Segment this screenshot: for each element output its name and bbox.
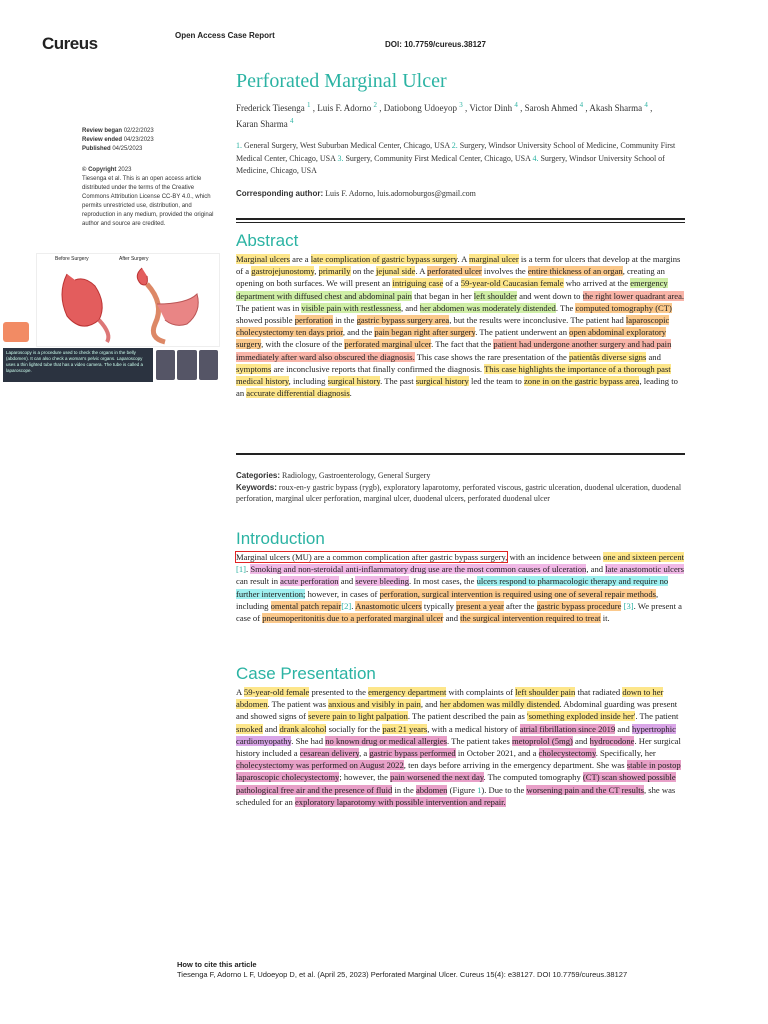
article-title: Perforated Marginal Ulcer [236,70,447,92]
open-access-label: Open Access Case Report [175,31,275,40]
abstract-text: Marginal ulcers are a late complication of gastric bypass surgery. A marginal ulcer is a term for ulcers that develop at the margins of a gastrojejunostomy, primarily on the jejunal side. A perforated ulcer involves the entire thickness of an organ, creating an opening on both surfaces. We will present an intriguing case of a 59-year-old Caucasian female who arrived at the emergency department with diffused chest and abdominal pain that began in her left shoulder and went down to the right lower quadrant area. The patient was in visible pain with restlessness, and her abdomen was moderately distended. The computed tomography (CT) showed possible perforation in the gastric bypass surgery area, but the results were inconclusive. The patient had laparoscopic cholecystectomy ten days prior, and the pain began right after surgery. The patient underwent an open abdominal exploratory surgery, with the closure of the perforated marginal ulcer. The fact that the patient had undergone another surgery and had pain immediately after ward also obscured the diagnosis. This case shows the rare presentation of the patientâs diverse signs and symptoms are inconclusive reports that finally confirmed the diagnosis. This case highlights the importance of a thorough past medical history, including surgical history. The past surgical history led the team to zone in on the gastric bypass area, leading to an accurate differential diagnosis. [236,254,685,399]
case-text: A 59-year-old female presented to the emergency department with complaints of left shoulder pain that radiated down to her abdomen. The patient was anxious and visibly in pain, and her abdomen was mildly distended. Abdominal guarding was present and showed signs of severe pain to light palpation. The patient described the pain as 'something exploded inside her'. The patient smoked and drank alcohol socially for the past 21 years, with a medical history of atrial fibrillation since 2019 and hypertrophic cardiomyopathy. She had no known drug or medical allergies. The patient takes metoprolol (5mg) and hydrocodone. Her surgical history included a cesarean delivery, a gastric bypass performed in October 2021, and a cholecystectomy. Specifically, her cholecystectomy was performed on August 2022, ten days before arriving in the emergency department. She was stable in postop laparoscopic cholecystectomy; however, the pain worsened the next day. The computed tomography (CT) scan showed possible pathological free air and the presence of fluid in the abdomen (Figure 1). Due to the worsening pain and the CT results, she was scheduled for an exploratory laparotomy with possible intervention and repair. [236,687,681,807]
figure-caption: Laparoscopy is a procedure used to check the organs in the belly (abdomen). It can also check a woman's pelvic organs. Laparoscopy uses a thin lighted tube that has a video camera. The tube is called a laparoscope. [3,348,153,382]
review-dates: Review began 02/22/2023 Review ended 04/23/2023 Published 04/25/2023 [82,128,154,152]
surgery-figure[interactable]: Before Surgery After Surgery [36,253,220,347]
author-list: Frederick Tiesenga $^1$ , Luis F. Adorno $^2$ , Datiobong Udoeyop $^3$ , Victor Dinh $^4$ , Sarosh Ahmed $^4$ , Akash Sharma $^4$ , Karan Sharma $^4$ [236,101,653,129]
copyright-block: © Copyright 2023 Tiesenga et al. This is an open access article distributed under the terms of the Creative Commons Attribution License CC-BY 4.0., which permits unrestricted use, distribution, and reproduction in any medium, provided the original author and source are credited. [82,167,214,227]
chat-icon[interactable] [3,322,29,342]
author[interactable]: Victor Dinh [469,103,513,113]
author[interactable]: Sarosh Ahmed [524,103,578,113]
author[interactable]: Luis F. Adorno [317,103,372,113]
abstract-heading: Abstract [236,231,299,250]
introduction-text: Marginal ulcers (MU) are a common complication after gastric bypass surgery, with an incidence between one and sixteen percent [1]. Smoking and non-steroidal anti-inflammatory drug use are the most common causes of ulceration, and late anastomotic ulcers can result in acute perforation and severe bleeding. In most cases, the ulcers respond to pharmacologic therapy and require no further intervention; however, in cases of perforation, surgical intervention is required using one of several repair methods, including omental patch repair[2]. Anastomotic ulcers typically present a year after the gastric bypass procedure [3]. We present a case of pneumoperitonitis due to a perforated marginal ulcer and the surgical intervention required to treat it. [236,552,684,624]
author[interactable]: Frederick Tiesenga [236,103,305,113]
corresponding-author: Corresponding author: Luis F. Adorno, luis.adornoburgos@gmail.com [236,189,476,198]
article-meta: Categories: Radiology, Gastroenterology, General Surgery Keywords: roux-en-y gastric bypass (rygb), exploratory laparotomy, perforated viscous, gastric ulceration, duodenal ulceration, duodenal perforation, marginal ulcer perforation, marginal ulcer, duodenal ulcers, perforated duodenal ulcer [236,471,682,503]
doi[interactable]: DOI: 10.7759/cureus.38127 [385,40,486,49]
cureus-logo: Cureus [42,34,98,53]
introduction-heading: Introduction [236,529,325,548]
author[interactable]: Karan Sharma [236,119,288,129]
divider [236,453,685,455]
citation: How to cite this article Tiesenga F, Adorno L F, Udoeyop D, et al. (April 25, 2023) Perforated Marginal Ulcer. Cureus 15(4): e38127. DOI 10.7759/cureus.38127 [177,960,628,979]
case-heading: Case Presentation [236,664,376,683]
divider [236,222,685,223]
divider [236,218,685,220]
affiliations: 1. General Surgery, West Suburban Medical Center, Chicago, USA 2. Surgery, Windsor University School of Medicine, Community First Medical Center, Chicago, USA 3. Surgery, Community First Medical Center, Chicago, USA 4. Surgery, Windsor University School of Medicine, Chicago, USA [236,141,676,175]
author[interactable]: Akash Sharma [589,103,643,113]
video-thumbnails[interactable] [156,350,218,380]
author[interactable]: Datiobong Udoeyop [383,103,458,113]
